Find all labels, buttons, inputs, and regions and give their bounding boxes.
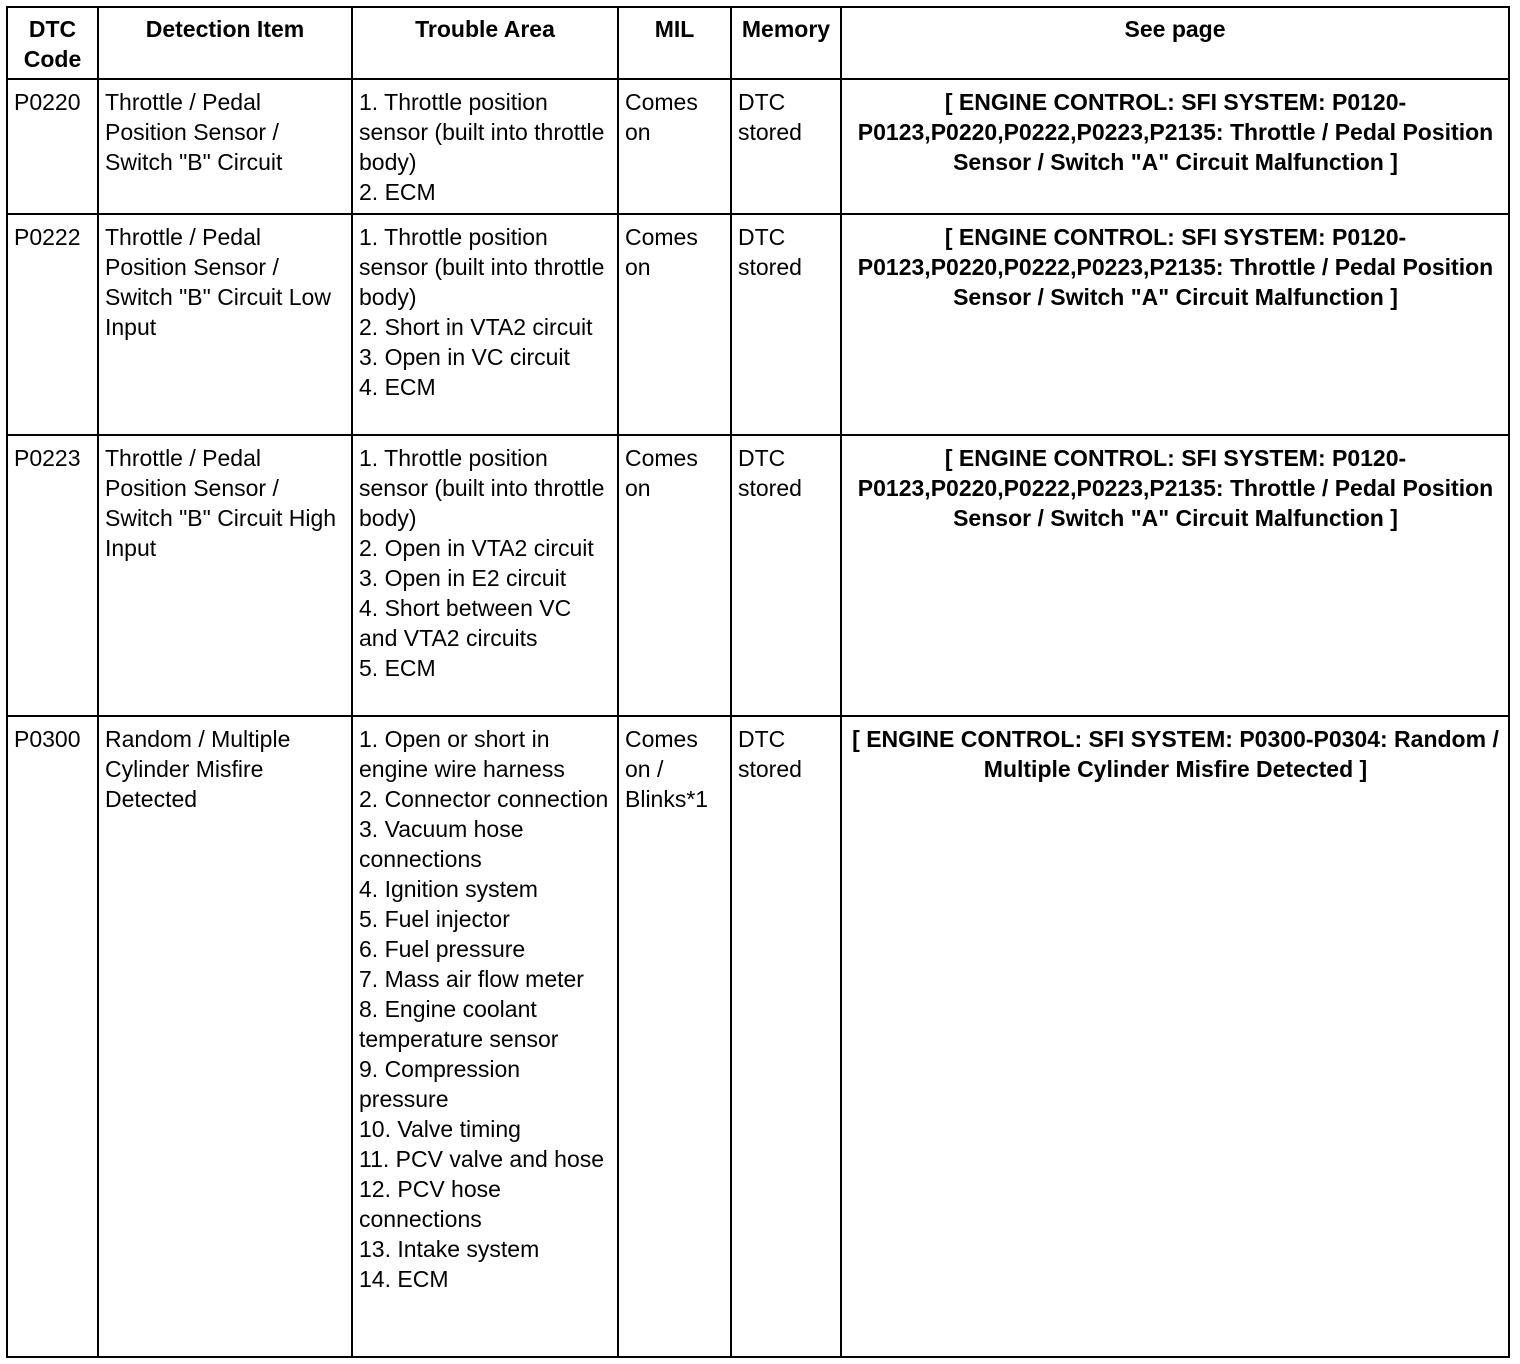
see-page-link[interactable]: [ ENGINE CONTROL: SFI SYSTEM: P0120-P0123,P0220,P0222,P0223,P2135: Throttle / Pedal Position Sensor / Switch "A" Circuit Malfunction ] (841, 214, 1509, 435)
dtc-code-cell: P0222 (7, 214, 98, 435)
trouble-area-item: 1. Open or short in engine wire harness (359, 726, 565, 782)
header-detection-item: Detection Item (98, 7, 352, 79)
dtc-code-cell: P0223 (7, 435, 98, 716)
mil-cell: Comes on (618, 79, 731, 214)
trouble-area-item: 4. Ignition system (359, 876, 538, 902)
trouble-area-item: 9. Compression pressure (359, 1056, 521, 1112)
detection-item-cell: Throttle / Pedal Position Sensor / Switch "B" Circuit Low Input (98, 214, 352, 435)
trouble-area-cell (352, 79, 618, 214)
see-page-link[interactable]: [ ENGINE CONTROL: SFI SYSTEM: P0300-P0304: Random / Multiple Cylinder Misfire Detected ] (841, 716, 1509, 1357)
trouble-area-item: 13. Intake system (359, 1236, 540, 1262)
trouble-area-item: 5. ECM (359, 655, 436, 681)
detection-item-cell: Throttle / Pedal Position Sensor / Switch "B" Circuit (98, 79, 352, 214)
trouble-area-item: 4. ECM (359, 374, 436, 400)
memory-cell: DTC stored (731, 214, 841, 435)
header-memory: Memory (731, 7, 841, 79)
memory-cell: DTC stored (731, 79, 841, 214)
detection-item-cell: Random / Multiple Cylinder Misfire Detected (98, 716, 352, 1357)
trouble-area-cell (352, 214, 618, 435)
trouble-area-item: 3. Vacuum hose connections (359, 816, 524, 872)
table-row (7, 79, 1509, 214)
mil-cell: Comes on (618, 214, 731, 435)
trouble-area-item: 1. Throttle position sensor (built into throttle body) (359, 445, 605, 531)
header-row (7, 7, 1509, 79)
header-see-page: See page (841, 7, 1509, 79)
trouble-area-item: 7. Mass air flow meter (359, 966, 584, 992)
trouble-area-item: 10. Valve timing (359, 1116, 521, 1142)
header-trouble-area: Trouble Area (352, 7, 618, 79)
table-row (7, 716, 1509, 1357)
header-dtc-code: DTC Code (7, 7, 98, 79)
trouble-area-item: 14. ECM (359, 1266, 449, 1292)
trouble-area-item: 8. Engine coolant temperature sensor (359, 996, 559, 1052)
trouble-area-item: 2. Open in VTA2 circuit (359, 535, 594, 561)
table-row (7, 214, 1509, 435)
see-page-link[interactable]: [ ENGINE CONTROL: SFI SYSTEM: P0120-P0123,P0220,P0222,P0223,P2135: Throttle / Pedal Position Sensor / Switch "A" Circuit Malfunction ] (841, 79, 1509, 214)
memory-cell: DTC stored (731, 435, 841, 716)
dtc-table (6, 6, 1510, 1358)
trouble-area-item: 2. Short in VTA2 circuit (359, 314, 593, 340)
dtc-code-cell: P0300 (7, 716, 98, 1357)
trouble-area-item: 6. Fuel pressure (359, 936, 526, 962)
trouble-area-cell (352, 435, 618, 716)
trouble-area-item: 3. Open in E2 circuit (359, 565, 567, 591)
memory-cell: DTC stored (731, 716, 841, 1357)
trouble-area-item: 4. Short between VC and VTA2 circuits (359, 595, 572, 651)
trouble-area-item: 1. Throttle position sensor (built into throttle body) (359, 89, 605, 175)
see-page-link[interactable]: [ ENGINE CONTROL: SFI SYSTEM: P0120-P0123,P0220,P0222,P0223,P2135: Throttle / Pedal Position Sensor / Switch "A" Circuit Malfunction ] (841, 435, 1509, 716)
mil-cell: Comes on / Blinks*1 (618, 716, 731, 1357)
dtc-code-cell: P0220 (7, 79, 98, 214)
trouble-area-item: 5. Fuel injector (359, 906, 510, 932)
header-mil: MIL (618, 7, 731, 79)
mil-cell: Comes on (618, 435, 731, 716)
trouble-area-item: 12. PCV hose connections (359, 1176, 501, 1232)
detection-item-cell: Throttle / Pedal Position Sensor / Switch "B" Circuit High Input (98, 435, 352, 716)
trouble-area-item: 3. Open in VC circuit (359, 344, 570, 370)
table-row (7, 435, 1509, 716)
trouble-area-item: 1. Throttle position sensor (built into throttle body) (359, 224, 605, 310)
trouble-area-item: 2. Connector connection (359, 786, 609, 812)
trouble-area-cell (352, 716, 618, 1357)
trouble-area-item: 2. ECM (359, 179, 436, 205)
trouble-area-item: 11. PCV valve and hose (359, 1146, 605, 1172)
